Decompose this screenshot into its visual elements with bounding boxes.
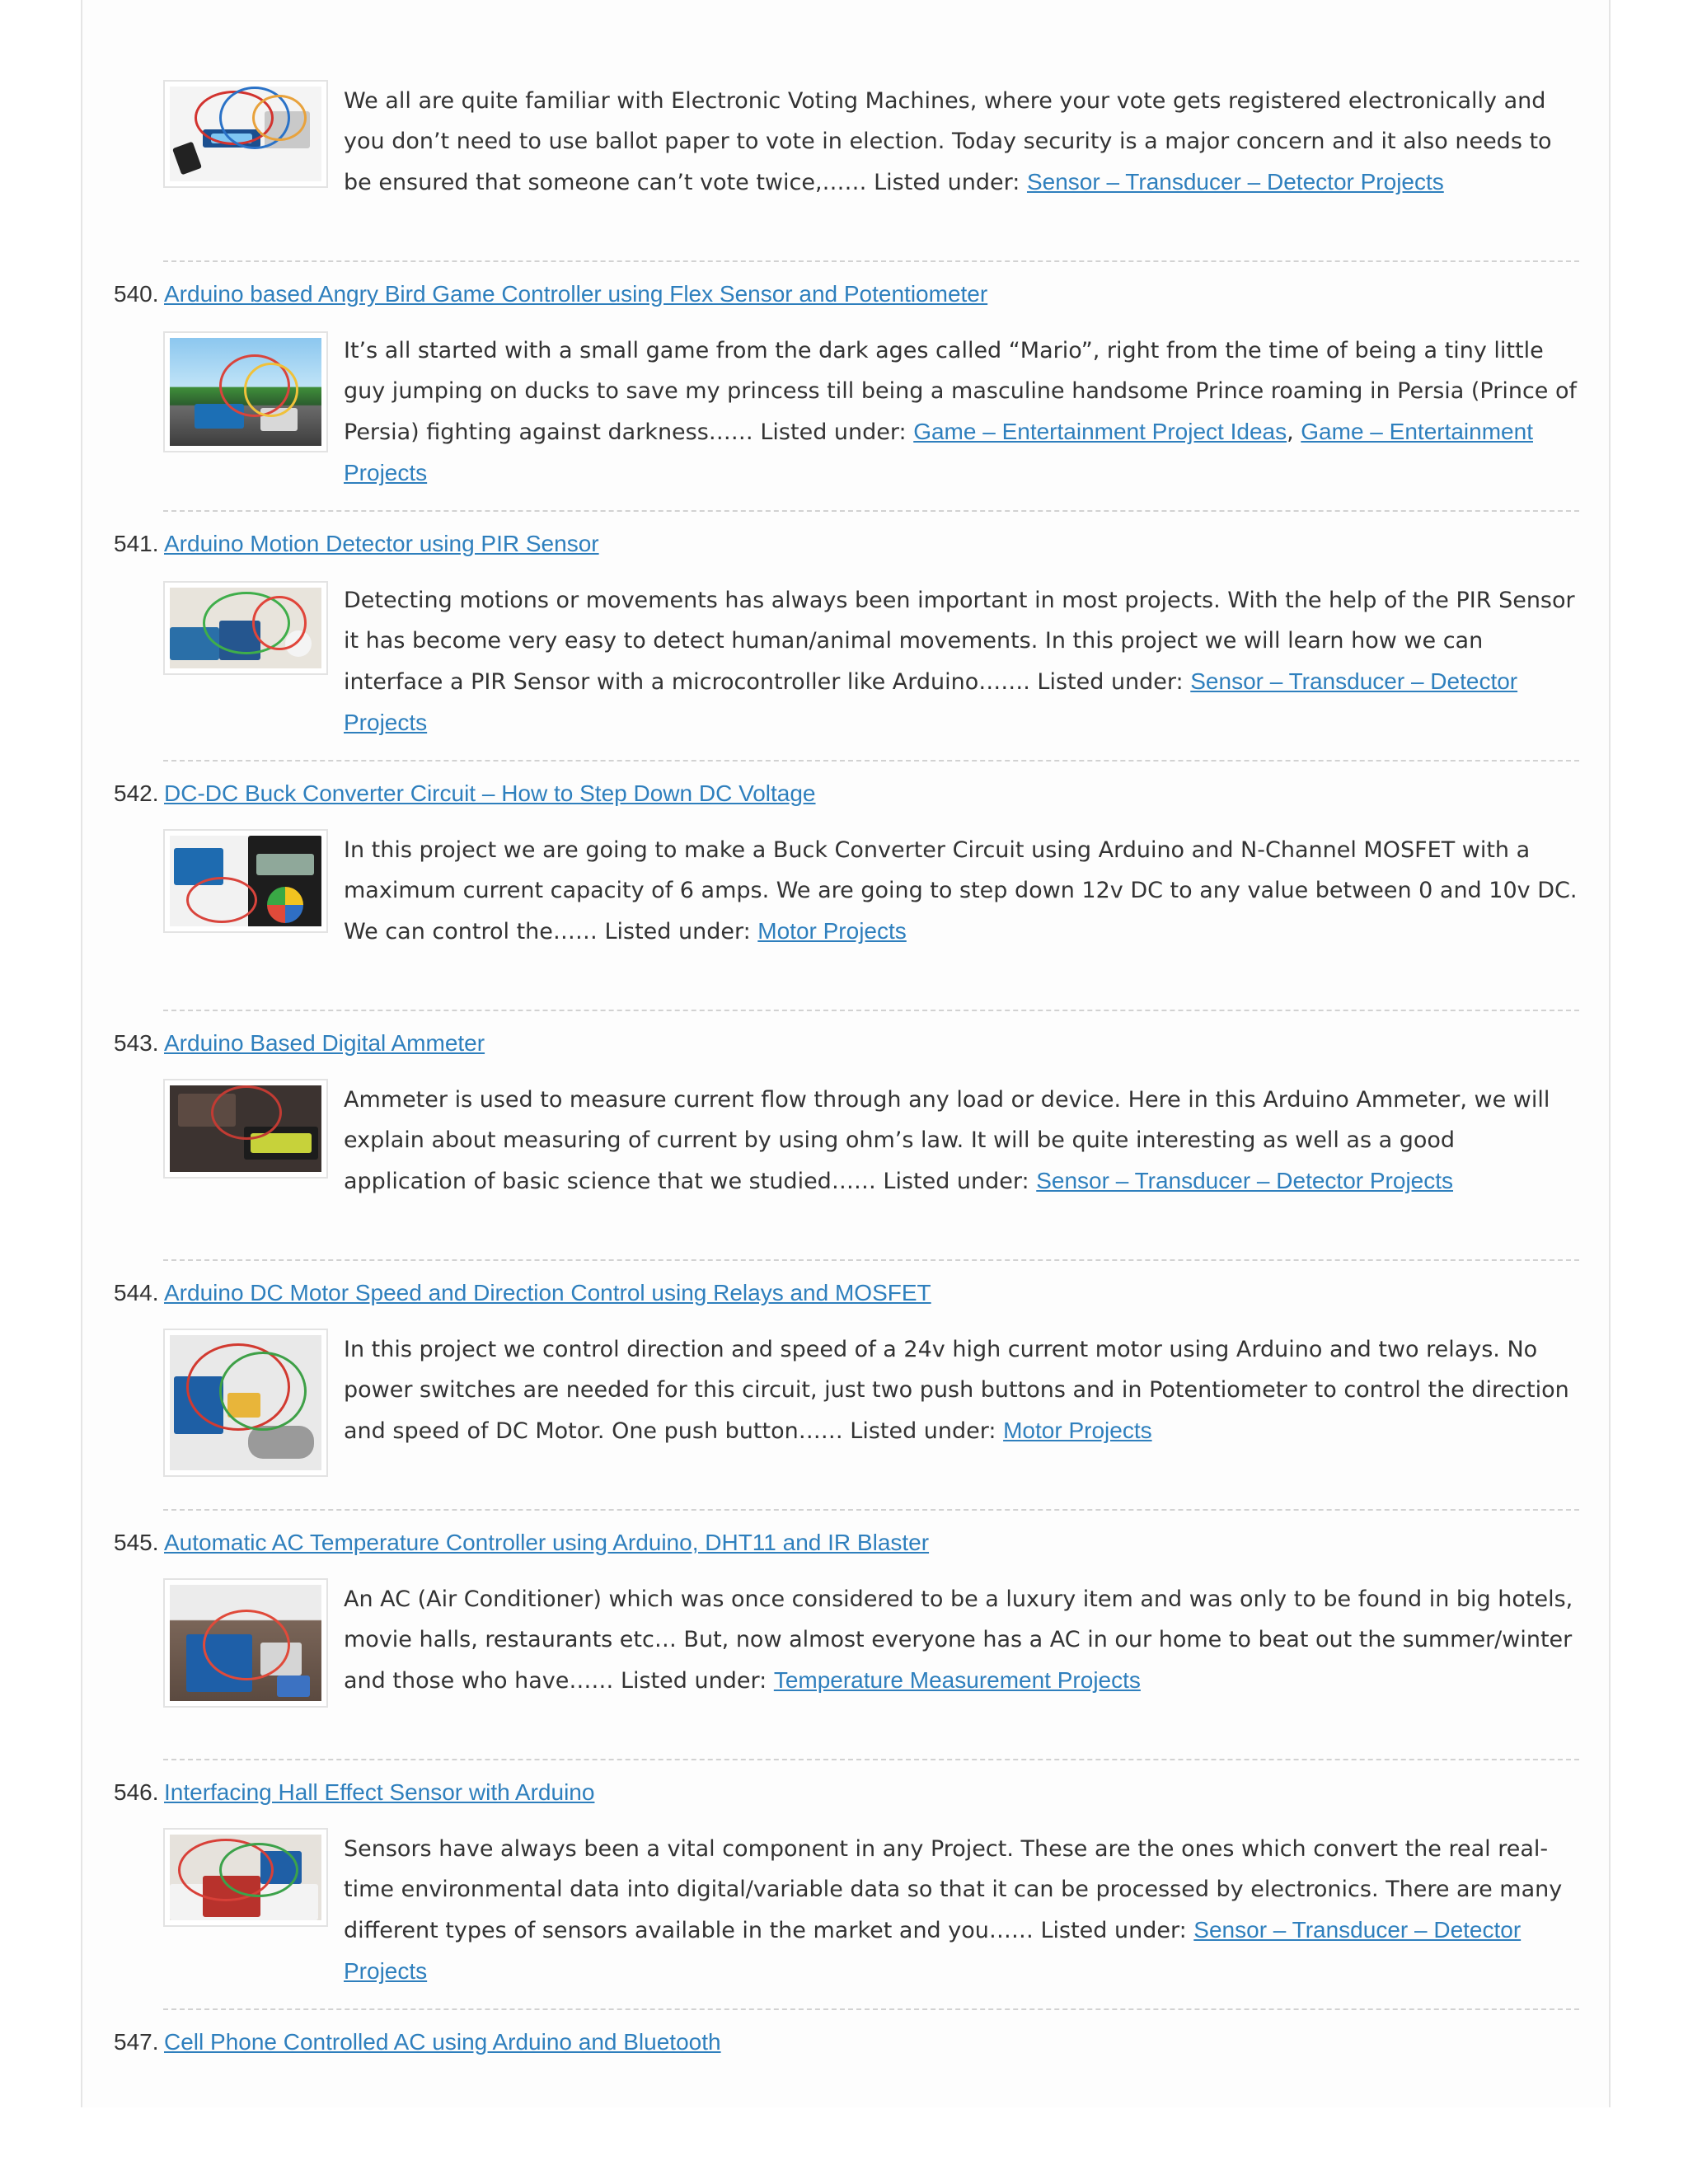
description-text: Sensors have always been a vital component in any Project. These are the ones which convert the real real-time environmental data into digital/variable data so that it can be processed by electronics. There are many different types of sensors available in the market and you…… Listed under: (344, 1836, 1563, 1943)
project-thumbnail[interactable] (163, 331, 328, 452)
project-description (344, 1329, 1580, 1451)
project-thumbnail[interactable] (163, 829, 328, 933)
entry-number: 542. (114, 780, 159, 806)
description-text: Detecting motions or movements has always been important in most projects. With the help of the PIR Sensor it has become very easy to detect human/animal movements. In this project we will learn how we can interface a PIR Sensor with a microcontroller like Arduino……. Listed under: (344, 588, 1575, 695)
description-text: In this project we control direction and speed of a 24v high current motor using Arduino and two relays. No power switches are needed for this circuit, just two push buttons and in Potentiometer to control the direction and speed of DC Motor. One push button…… Listed under: (344, 1337, 1569, 1444)
entry-number: 547. (114, 2029, 159, 2055)
project-description (344, 1080, 1580, 1202)
game-controller-image (170, 338, 321, 446)
project-description (344, 830, 1580, 952)
description-text: An AC (Air Conditioner) which was once considered to be a luxury item and was only to be found in big hotels, movie halls, restaurants etc… But, now almost everyone has a AC in our home to beat out the summer/winter and those who have…… Listed under: (344, 1586, 1573, 1694)
entry-number: 541. (114, 531, 159, 556)
project-thumbnail[interactable] (163, 1329, 328, 1477)
entry-number: 546. (114, 1779, 159, 1805)
entry-title-link[interactable]: Arduino DC Motor Speed and Direction Control using Relays and MOSFET (164, 1280, 931, 1305)
category-link[interactable]: Sensor – Transducer – Detector Projects (344, 668, 1518, 735)
project-description: It’s all started with a small game from the dark ages called “Mario”, right from the time of being a tiny little guy jumping on ducks to save my princess till being a masculine handsome Prince roaming in Persia (Prince of Persia) fighting against darkness…… Listed under: Game – Entertainment Project Ideas, Game – Entertainment Projects (344, 338, 1578, 485)
entry-title-link[interactable]: Arduino based Angry Bird Game Controller using Flex Sensor and Potentiometer (164, 281, 988, 307)
category-link[interactable]: Game – Entertainment Project Ideas (913, 419, 1287, 444)
project-thumbnail[interactable] (163, 1578, 328, 1708)
project-description (344, 81, 1580, 203)
project-thumbnail[interactable] (163, 1079, 328, 1179)
category-link[interactable]: Sensor – Transducer – Detector Projects (1036, 1168, 1454, 1193)
entry-title-link[interactable]: Automatic AC Temperature Controller using Arduino, DHT11 and IR Blaster (164, 1530, 930, 1555)
project-description (344, 1829, 1580, 1992)
category-link[interactable]: Temperature Measurement Projects (773, 1667, 1141, 1693)
hall-sensor-image (170, 1835, 321, 1920)
project-thumbnail[interactable] (163, 581, 328, 675)
ammeter-image (170, 1085, 321, 1172)
description-text: Ammeter is used to measure current flow through any load or device. Here in this Arduino Ammeter, we will explain about measuring of current by using ohm’s law. It will be quite interesting as well as a good application of basic science that we studied…… Listed under: (344, 1087, 1550, 1194)
buck-converter-image (170, 836, 321, 926)
project-thumbnail[interactable] (163, 1828, 328, 1927)
entry-title-link[interactable]: Arduino Based Digital Ammeter (164, 1030, 485, 1056)
entry-title-link[interactable]: DC-DC Buck Converter Circuit – How to Step Down DC Voltage (164, 780, 816, 806)
pir-sensor-image (170, 588, 321, 668)
entry-title-link[interactable]: Cell Phone Controlled AC using Arduino and Bluetooth (164, 2029, 721, 2055)
entry-number: 544. (114, 1280, 159, 1305)
project-description (344, 1579, 1580, 1701)
entry-title-link[interactable]: Interfacing Hall Effect Sensor with Arduino (164, 1779, 595, 1805)
description-text: In this project we are going to make a Buck Converter Circuit using Arduino and N-Channel MOSFET with a maximum current capacity of 6 amps. We are going to step down 12v DC to any value between 0 and 10v DC. We can control the…… Listed under: (344, 837, 1578, 944)
entry-number: 540. (114, 281, 159, 307)
ac-controller-image (170, 1585, 321, 1701)
entry-number: 545. (114, 1530, 159, 1555)
category-link[interactable]: Motor Projects (757, 918, 907, 944)
description-text: It’s all started with a small game from the dark ages called “Mario”, right from the time of being a tiny little guy jumping on ducks to save my princess till being a masculine handsome Prince roaming in Persia (Prince of Persia) fighting against darkness…… Listed under: (344, 338, 1578, 445)
category-link[interactable]: Game – Entertainment Projects (344, 419, 1533, 485)
entry-title-link[interactable]: Arduino Motion Detector using PIR Sensor (164, 531, 599, 556)
description-text: We all are quite familiar with Electronic Voting Machines, where your vote gets registered electronically and you don’t need to use ballot paper to vote in election. Today security is a major concern and it also needs to be ensured that someone can’t vote twice,…… Listed under: (344, 88, 1552, 195)
category-link[interactable]: Sensor – Transducer – Detector Projects (344, 1917, 1522, 1984)
entry-number: 543. (114, 1030, 159, 1056)
category-link[interactable]: Motor Projects (1003, 1418, 1152, 1443)
project-description (344, 580, 1580, 743)
dc-motor-image (170, 1335, 321, 1470)
project-thumbnail[interactable] (163, 80, 328, 188)
category-link[interactable]: Sensor – Transducer – Detector Projects (1026, 169, 1444, 194)
voting-machine-image (170, 87, 321, 181)
